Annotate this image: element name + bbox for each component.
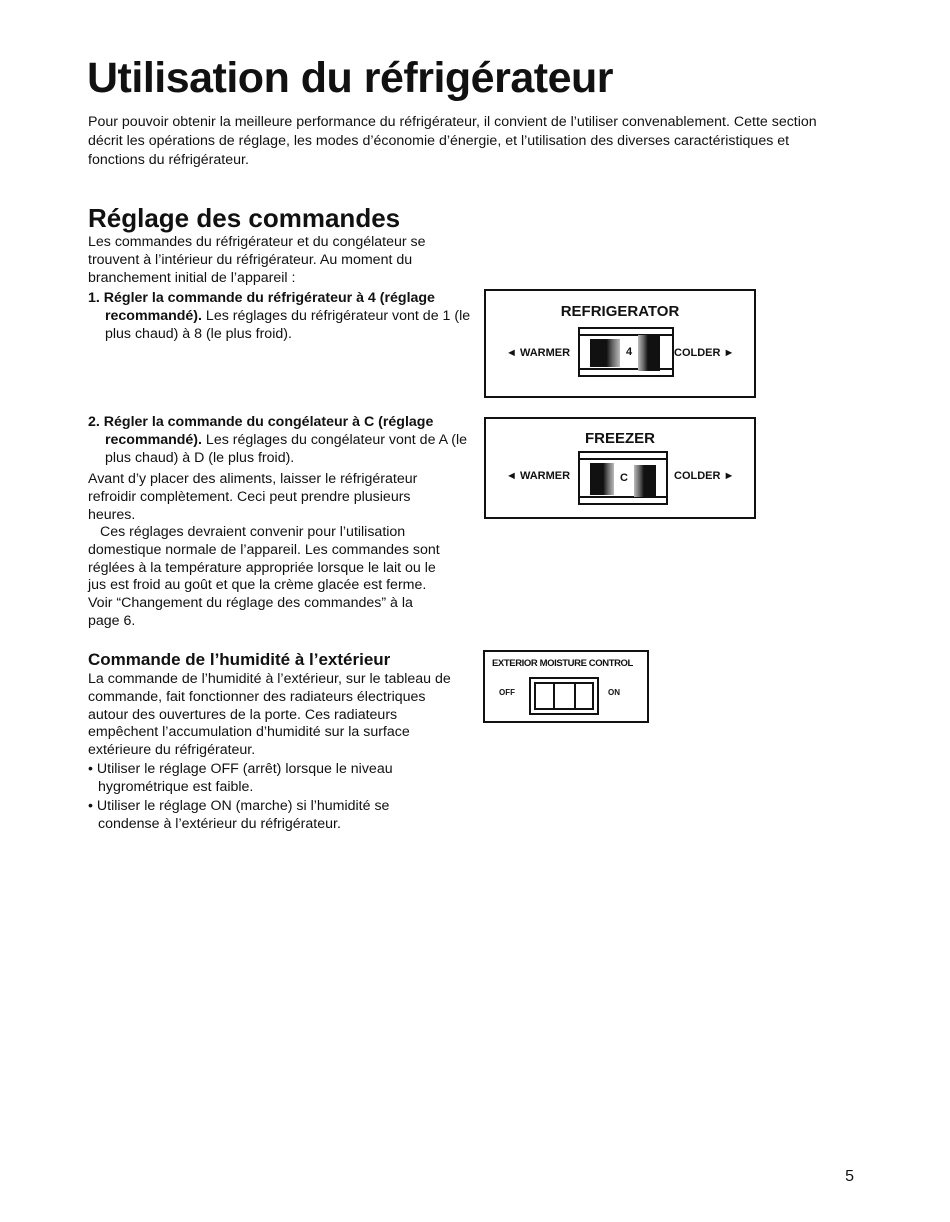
step-2-lead: Régler la commande du congélateur à C (réglage recommandé). xyxy=(103,414,434,448)
page-title: Utilisation du réfrigérateur xyxy=(87,54,613,102)
moisture-toggle-switch[interactable] xyxy=(529,677,599,715)
step-1-text: Les réglages du réfrigérateur vont de 1 (le plus chaud) à 8 (le plus froid). xyxy=(105,307,471,342)
freezer-panel-title: FREEZER xyxy=(584,430,655,447)
step-1 xyxy=(88,290,480,343)
step-2 xyxy=(88,414,480,467)
refrigerator-control-panel xyxy=(484,289,756,398)
moisture-bullet-on: • Utiliser le réglage ON (marche) si l’humidité se condense à l’extérieur du réfrigérateur. xyxy=(88,798,390,832)
step-2-number: 2. xyxy=(88,414,100,430)
dial-knob-right xyxy=(634,465,656,497)
freezer-warmer-label: ◄ WARMER xyxy=(506,470,571,482)
dial-knob-left xyxy=(590,339,620,367)
intro-paragraph: Pour pouvoir obtenir la meilleure performance du réfrigérateur, il convient de l’utiliser convenablement. Cette section décrit les opérations de réglage, les modes d’économie d’énergie, et l’utilisation des diverses caractéristiques et fonctions du réfrigérateur. xyxy=(88,114,817,168)
controls-intro: Les commandes du réfrigérateur et du congélateur se trouvent à l’intérieur du réfrigérateur. Au moment du branchement initial de l’appareil : xyxy=(88,234,426,286)
switch-divider xyxy=(574,684,576,708)
step-1-number: 1. xyxy=(88,290,100,306)
section-heading-controls: Réglage des commandes xyxy=(88,203,401,233)
step-2-text: Les réglages du congélateur vont de A (le plus chaud) à D (le plus froid). xyxy=(105,431,468,466)
freezer-colder-label: COLDER ► xyxy=(674,470,735,482)
dial-knob-left xyxy=(590,463,614,495)
refrigerator-dial[interactable] xyxy=(578,327,674,377)
moisture-on-label: ON xyxy=(608,688,620,697)
page-number: 5 xyxy=(845,1168,854,1185)
section-heading-moisture: Commande de l’humidité à l’extérieur xyxy=(88,650,391,669)
freezer-control-panel xyxy=(484,417,756,519)
switch-divider xyxy=(553,684,555,708)
refrigerator-panel-title: REFRIGERATOR xyxy=(560,303,680,320)
moisture-bullet-off: • Utiliser le réglage OFF (arrêt) lorsque le niveau hygrométrique est faible. xyxy=(88,761,393,795)
dial-rail-top xyxy=(578,458,668,460)
moisture-off-label: OFF xyxy=(499,688,515,697)
switch-frame xyxy=(534,682,594,710)
moisture-control-panel xyxy=(483,650,649,723)
controls-paragraph-1: Avant d’y placer des aliments, laisser le réfrigérateur refroidir complètement. Ceci peut prendre plusieurs heures. xyxy=(88,471,418,523)
freezer-dial[interactable] xyxy=(578,451,668,505)
refrigerator-warmer-label: ◄ WARMER xyxy=(506,347,571,359)
dial-knob-right xyxy=(638,335,660,371)
moisture-panel-title: EXTERIOR MOISTURE CONTROL xyxy=(492,658,633,669)
moisture-paragraph: La commande de l’humidité à l’extérieur, sur le tableau de commande, fait fonctionner des radiateurs électriques autour des ouvertures de la porte. Ces radiateurs empêchent l’accumulation d’humidité sur la surface extérieure du réfrigérateur. xyxy=(88,671,451,759)
freezer-setting-value: C xyxy=(620,472,628,484)
refrigerator-setting-value: 4 xyxy=(626,346,633,358)
refrigerator-colder-label: COLDER ► xyxy=(674,347,735,359)
controls-paragraph-2: Ces réglages devraient convenir pour l’utilisation domestique normale de l’appareil. Les commandes sont réglées à la température appropriée lorsque le lait ou le jus est froid au goût et que la crème glacée est ferme. Voir “Changement du réglage des commandes” à la page 6. xyxy=(88,524,440,629)
step-1-lead: Régler la commande du réfrigérateur à 4 (réglage recommandé). xyxy=(103,290,435,324)
